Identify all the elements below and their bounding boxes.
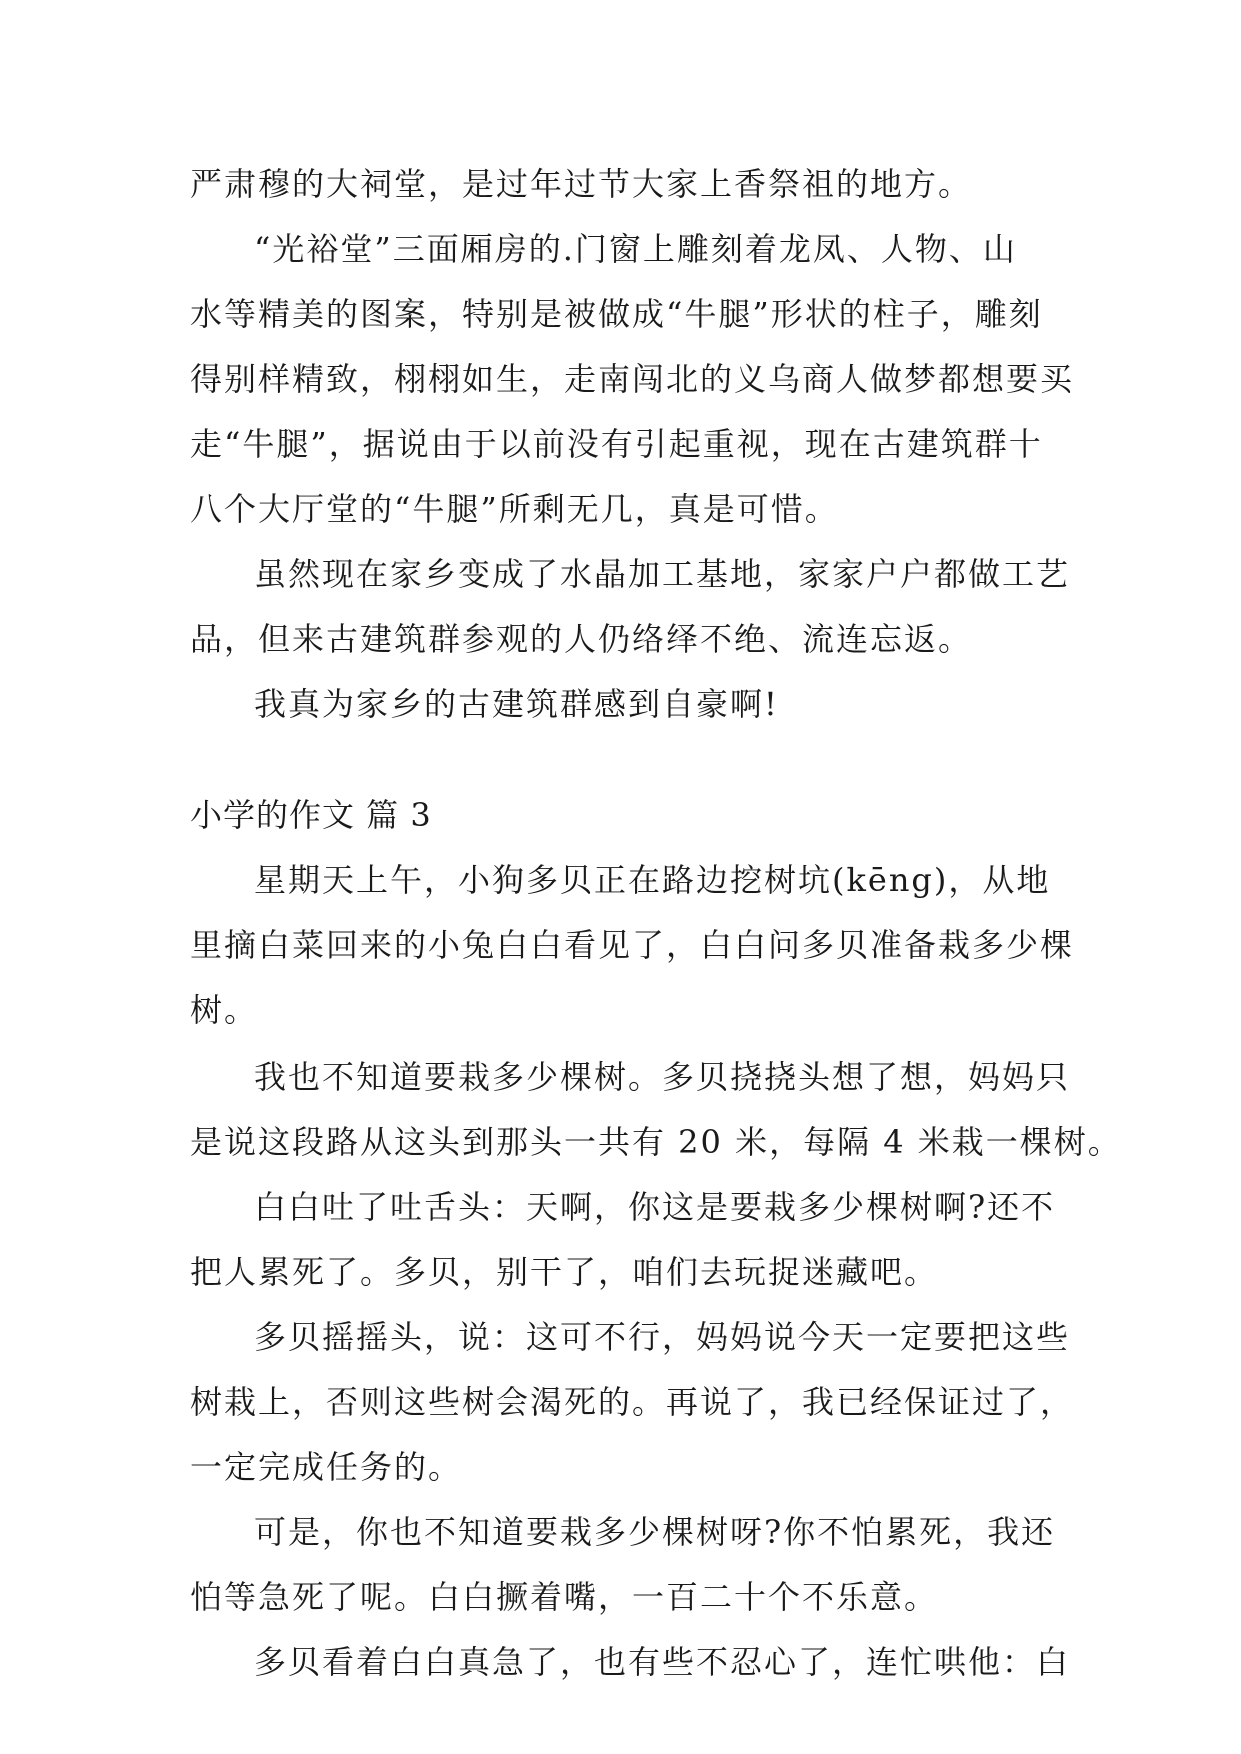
text-line: 得别样精致，栩栩如生，走南闯北的义乌商人做梦都想要买 (190, 360, 1075, 398)
paragraph-start-line: 白白吐了吐舌头：天啊，你这是要栽多少棵树啊?还不 (254, 1188, 1056, 1226)
text-line: 怕等急死了呢。白白撅着嘴，一百二十个不乐意。 (190, 1578, 939, 1616)
text-line: 严肃穆的大祠堂，是过年过节大家上香祭祖的地方。 (190, 165, 973, 203)
text-line: 把人累死了。多贝，别干了，咱们去玩捉迷藏吧。 (190, 1253, 939, 1291)
text-line: 树。 (190, 991, 259, 1029)
paragraph-start-line: 我真为家乡的古建筑群感到自豪啊! (254, 685, 779, 723)
text-line: 是说这段路从这头到那头一共有 20 米，每隔 4 米栽一棵树。 (190, 1123, 1122, 1161)
paragraph-start-line: 虽然现在家乡变成了水晶加工基地，家家户户都做工艺 (254, 555, 1071, 593)
text-line: 一定完成任务的。 (190, 1448, 463, 1486)
paragraph-start-line: 可是，你也不知道要栽多少棵树呀?你不怕累死，我还 (254, 1513, 1056, 1551)
text-line: 品，但来古建筑群参观的人仍络绎不绝、流连忘返。 (190, 620, 973, 658)
text-line: 树栽上，否则这些树会渴死的。再说了，我已经保证过了， (190, 1383, 1075, 1421)
paragraph-start-line: “光裕堂”三面厢房的.门窗上雕刻着龙凤、人物、山 (254, 230, 1017, 268)
paragraph-start-line: 我也不知道要栽多少棵树。多贝挠挠头想了想，妈妈只 (254, 1058, 1071, 1096)
text-line: 里摘白菜回来的小兔白白看见了，白白问多贝准备栽多少棵 (190, 926, 1075, 964)
text-line: 八个大厅堂的“牛腿”所剩无几，真是可惜。 (190, 490, 839, 528)
text-line: 水等精美的图案，特别是被做成“牛腿”形状的柱子，雕刻 (190, 295, 1043, 333)
paragraph-start-line: 星期天上午，小狗多贝正在路边挖树坑(kēng)，从地 (254, 861, 1051, 899)
section-heading: 小学的作文 篇 3 (190, 796, 432, 834)
text-line: 走“牛腿”，据说由于以前没有引起重视，现在古建筑群十 (190, 425, 1043, 463)
paragraph-start-line: 多贝看着白白真急了，也有些不忍心了，连忙哄他：白 (254, 1643, 1071, 1681)
paragraph-start-line: 多贝摇摇头，说：这可不行，妈妈说今天一定要把这些 (254, 1318, 1071, 1356)
